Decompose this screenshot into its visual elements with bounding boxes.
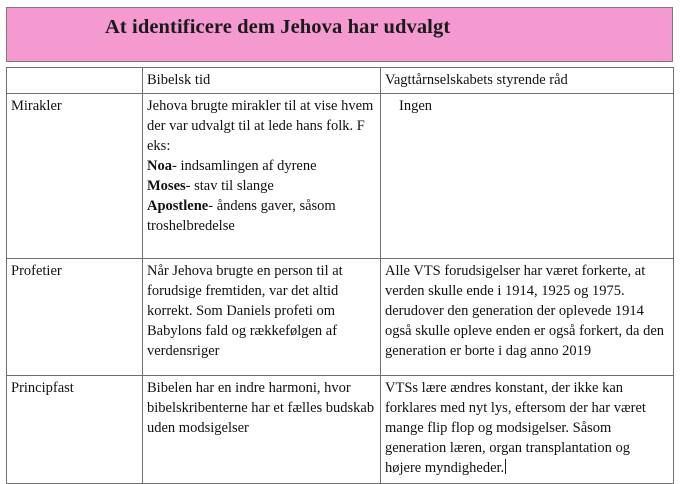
example-text: - stav til slange [185, 178, 274, 194]
cell-principled-vts[interactable] [381, 376, 674, 484]
example-apostles [147, 196, 376, 236]
row-label-principled[interactable]: Principfast [7, 376, 143, 484]
example-text: - åndens gaver, såsom troshelbredelse [147, 198, 336, 234]
header-cell-governing-body[interactable]: Vagttårnselskabets styrende råd [381, 68, 674, 94]
cell-prophecies-bible[interactable]: Når Jehova brugte en person til at forudsige fremtiden, var det altid korrekt. Som Daniels profeti om Babylons fald og rækkefølgen af verdensriger [143, 259, 381, 376]
cell-miracles-bible[interactable] [143, 94, 381, 259]
table-row-prophecies [7, 259, 674, 376]
comparison-table [6, 67, 674, 484]
example-name: Apostlene [147, 198, 209, 214]
cell-principled-bible[interactable]: Bibelen har en indre harmoni, hvor bibelskribenterne har et fælles budskab uden modsigelser [143, 376, 381, 484]
header-cell-empty[interactable] [7, 68, 143, 94]
header-cell-bible-time[interactable]: Bibelsk tid [143, 68, 381, 94]
example-name: Moses [147, 178, 186, 194]
document [6, 7, 673, 484]
table-row-principled [7, 376, 674, 484]
example-text: - indsamlingen af dyrene [171, 158, 317, 174]
principled-vts-text: VTSs lære ændres konstant, der ikke kan forklares med nyt lys, eftersom der har været mange flip flop og modsigelser. Såsom generation læren, organ transplantation og højere myndigheder. [385, 380, 646, 476]
example-name: Noa [147, 158, 172, 174]
example-noa [147, 156, 376, 176]
table-header-row [7, 68, 674, 94]
row-label-prophecies[interactable]: Profetier [7, 259, 143, 376]
miracles-vts-text: Ingen [399, 98, 433, 114]
document-title: At identificere dem Jehova har udvalgt [105, 16, 451, 38]
title-banner [6, 7, 673, 62]
miracles-intro-text: Jehova brugte mirakler til at vise hvem der var udvalgt til at lede hans folk. F eks: [147, 98, 374, 154]
table-row-miracles [7, 94, 674, 259]
example-moses [147, 176, 376, 196]
cell-miracles-vts[interactable] [381, 94, 674, 259]
cell-prophecies-vts[interactable]: Alle VTS forudsigelser har været forkerte, at verden skulle ende i 1914, 1925 og 1975. derudover den generation der oplevede 1914 også skulle opleve enden er også forkert, da den generation er borte i dag anno 2019 [381, 259, 674, 376]
row-label-miracles[interactable]: Mirakler [7, 94, 143, 259]
